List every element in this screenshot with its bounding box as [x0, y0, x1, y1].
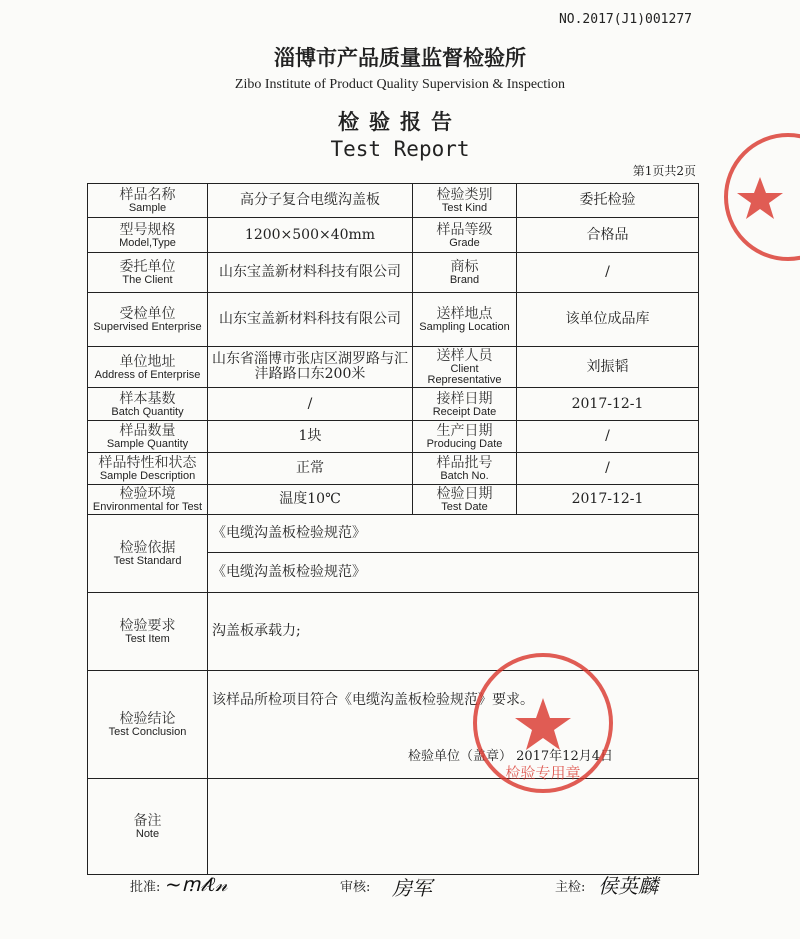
chief-label: 主检: [555, 880, 586, 895]
field-label: 生产日期 Producing Date [413, 420, 517, 452]
field-value: 温度10℃ [208, 484, 413, 514]
table-row [88, 420, 699, 452]
field-value: / [208, 387, 413, 420]
table-row [88, 452, 699, 484]
standard-label: 检验依据 Test Standard [88, 514, 208, 592]
field-label: 送样人员 Client Representative [413, 347, 517, 388]
field-label: 单位地址 Address of Enterprise [88, 347, 208, 388]
field-value: / [517, 452, 699, 484]
approve-label: 批准: [130, 880, 161, 895]
title-cn: 检验报告 [338, 110, 462, 134]
field-label: 接样日期 Receipt Date [413, 387, 517, 420]
field-value: 该单位成品库 [517, 293, 699, 347]
standard-value: 《电缆沟盖板检验规范》 [208, 514, 699, 552]
table-row [88, 484, 699, 514]
field-value: 委托检验 [517, 184, 699, 218]
review-label: 审核: [340, 880, 371, 895]
field-label: 受检单位 Supervised Enterprise [88, 293, 208, 347]
field-value: 2017-12-1 [517, 484, 699, 514]
field-label: 样品特性和状态 Sample Description [88, 452, 208, 484]
svg-text:检验专用章: 检验专用章 [505, 764, 581, 782]
table-row [88, 387, 699, 420]
field-label: 样品批号 Batch No. [413, 452, 517, 484]
approve-signature: ~ꭑ𝓁ℓ𝓃 [165, 872, 228, 896]
note-label: 备注 Note [88, 778, 208, 874]
field-value: 山东宝盖新材料科技有限公司 [208, 253, 413, 293]
field-label: 送样地点 Sampling Location [413, 293, 517, 347]
table-row [88, 184, 699, 218]
field-label: 检验日期 Test Date [413, 484, 517, 514]
title-en: Test Report [330, 137, 470, 161]
institute-name-cn: 淄博市产品质量监督检验所 [274, 46, 526, 70]
report-number: NO.2017(J1)001277 [558, 12, 692, 27]
table-row [88, 218, 699, 253]
field-value: 2017-12-1 [517, 387, 699, 420]
field-label: 样品等级 Grade [413, 218, 517, 253]
field-label: 商标 Brand [413, 253, 517, 293]
table-row [88, 293, 699, 347]
conclusion-label: 检验结论 Test Conclusion [88, 670, 208, 778]
field-value: 正常 [208, 452, 413, 484]
field-value: / [517, 253, 699, 293]
note-value [208, 778, 699, 874]
field-value: 刘振韬 [517, 347, 699, 388]
standard-value: 《电缆沟盖板检验规范》 [208, 552, 699, 592]
field-label: 样本基数 Batch Quantity [88, 387, 208, 420]
partial-stamp [720, 125, 800, 275]
field-value: 1200×500×40mm [208, 218, 413, 253]
table-row [88, 253, 699, 293]
official-stamp [470, 650, 620, 800]
field-value: 山东宝盖新材料科技有限公司 [208, 293, 413, 347]
field-value: / [517, 420, 699, 452]
chief-signature: 侯英麟 [598, 874, 658, 898]
page-info: 第1页共2页 [632, 164, 696, 178]
field-label: 检验环境 Environmental for Test [88, 484, 208, 514]
field-value: 高分子复合电缆沟盖板 [208, 184, 413, 218]
item-label: 检验要求 Test Item [88, 592, 208, 670]
field-label: 型号规格 Model,Type [88, 218, 208, 253]
table-row [88, 347, 699, 388]
field-value: 合格品 [517, 218, 699, 253]
conclusion-cell [208, 670, 699, 778]
field-label: 委托单位 The Client [88, 253, 208, 293]
institute-name-en: Zibo Institute of Product Quality Supervision & Inspection [234, 77, 566, 92]
item-value: 沟盖板承载力; [208, 592, 699, 670]
field-value: 1块 [208, 420, 413, 452]
conclusion-value: 该样品所检项目符合《电缆沟盖板检验规范》要求。 [212, 691, 534, 708]
field-label: 样品名称 Sample [88, 184, 208, 218]
stamp-line: 检验单位（盖章） 2017年12月4日 [407, 749, 613, 765]
field-label: 检验类别 Test Kind [413, 184, 517, 218]
field-value: 山东省淄博市张店区湖罗路与汇沣路路口东200米 [208, 347, 413, 388]
review-signature: 房军 [392, 876, 432, 900]
field-label: 样品数量 Sample Quantity [88, 420, 208, 452]
